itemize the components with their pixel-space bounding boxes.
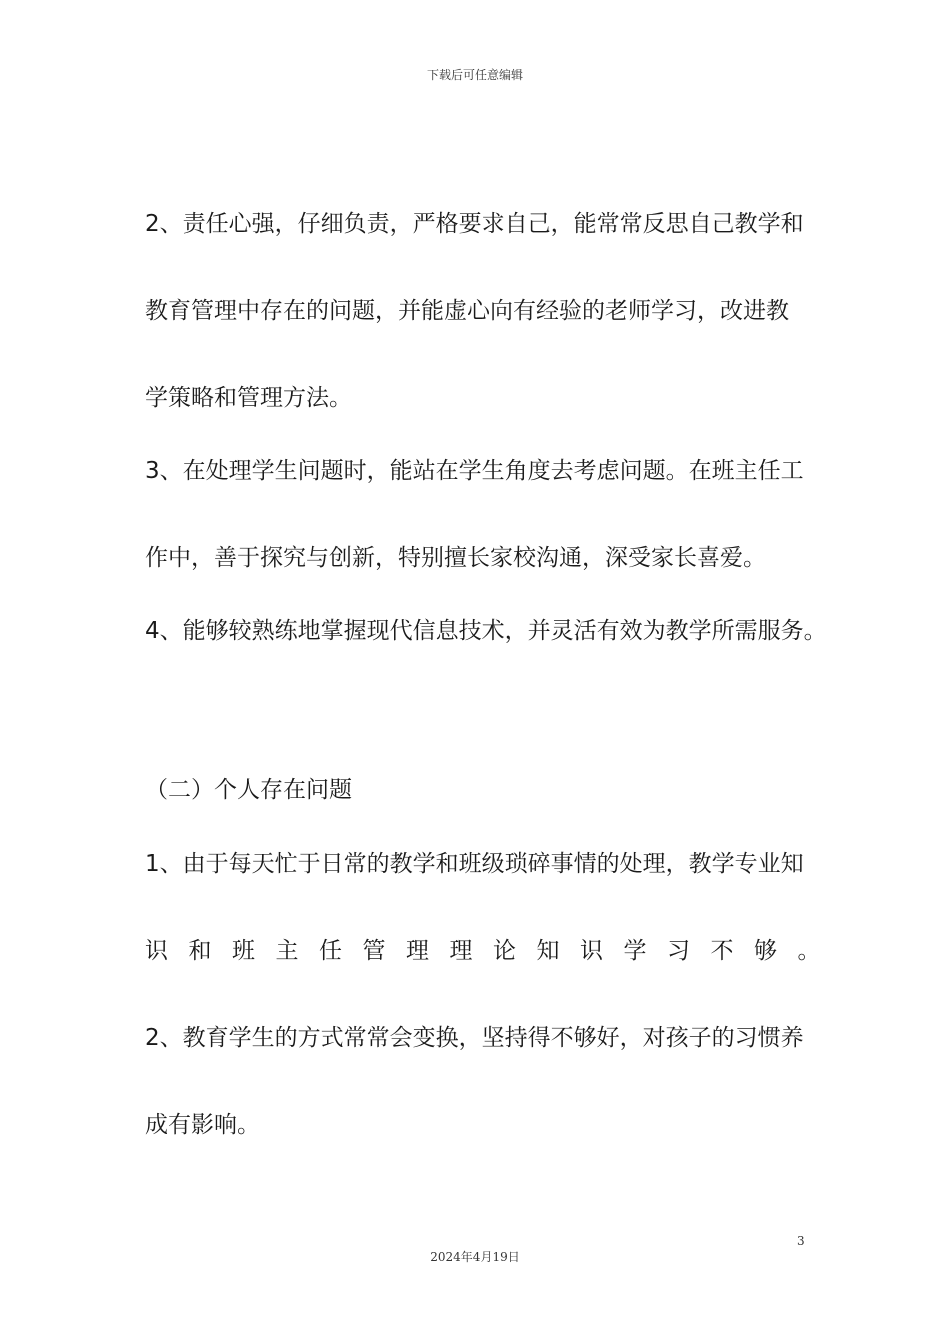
paragraph-line: 作中，善于探究与创新，特别擅长家校沟通，深受家长喜爱。	[145, 545, 766, 571]
paragraph-line: 成有影响。	[145, 1112, 260, 1138]
footer-date: 2024年4月19日	[430, 1250, 520, 1264]
paragraph-line: 4、能够较熟练地掌握现代信息技术，并灵活有效为教学所需服务。	[145, 618, 827, 644]
page-header: 下载后可任意编辑	[426, 68, 523, 82]
paragraph-line: 教育管理中存在的问题，并能虚心向有经验的老师学习，改进教	[145, 298, 789, 324]
paragraph-line: 2、教育学生的方式常常会变换，坚持得不够好，对孩子的习惯养	[145, 1025, 804, 1051]
paragraph-line: 3、在处理学生问题时，能站在学生角度去考虑问题。在班主任工	[145, 458, 804, 484]
paragraph-line: 1、由于每天忙于日常的教学和班级琐碎事情的处理，教学专业知	[145, 851, 804, 877]
paragraph-line: 2、责任心强，仔细负责，严格要求自己，能常常反思自己教学和	[145, 211, 804, 237]
section-heading: （二）个人存在问题	[145, 777, 352, 803]
paragraph-line: 识和班主任管理理论知识学习不够。	[145, 938, 841, 964]
paragraph-line: 学策略和管理方法。	[145, 385, 352, 411]
page-number: 3	[797, 1234, 805, 1248]
